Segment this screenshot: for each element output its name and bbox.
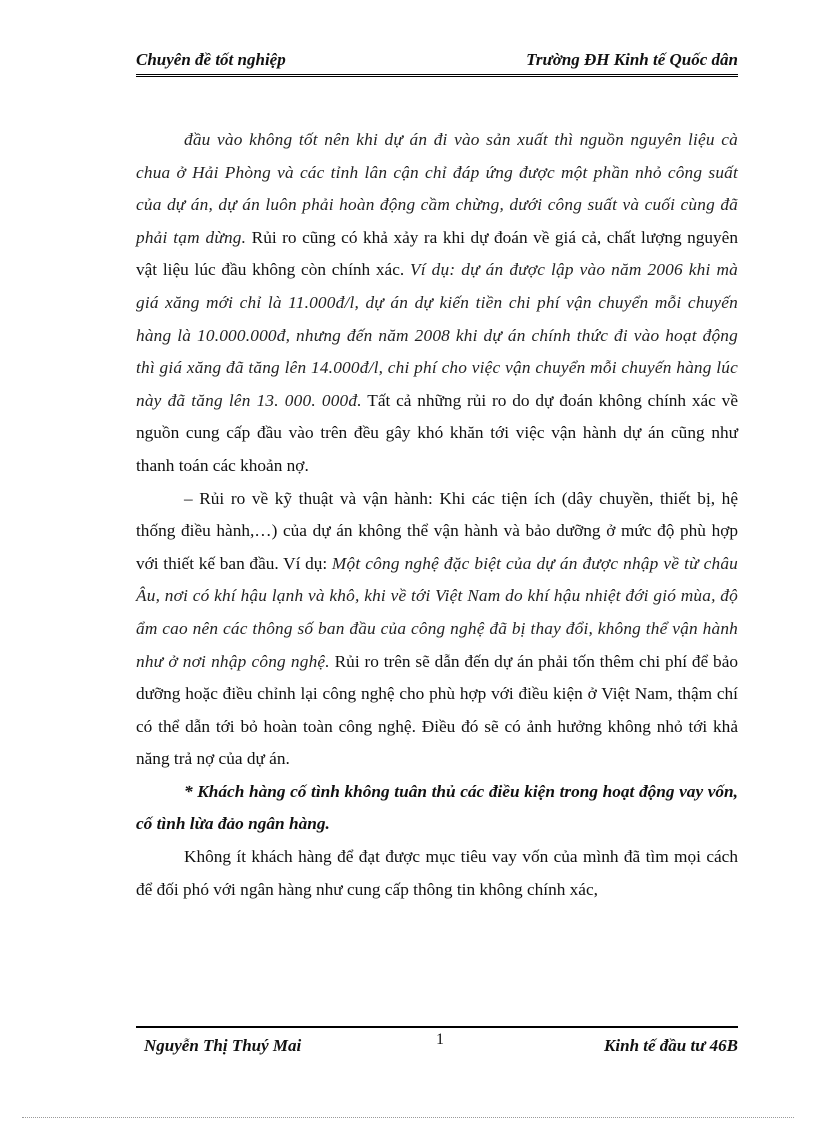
paragraph-italic-segment: đầu vào không tốt nên khi dự án đi vào sản xuất thì nguồn nguyên liệu cà chua ở Hải Phòng và các tỉnh lân cận chỉ đáp ứng được một phần nhỏ công suất của dự án, dự án luôn phải hoàn động cầm chừng, dưới công suất và cuối cùng đã phải tạm dừng. (136, 130, 738, 247)
paragraph-text-segment: – Rủi ro về kỹ thuật và vận hành: Khi các tiện ích (dây chuyền, thiết bị, hệ thống điều hành,…) của dự án không thể vận hành và bảo dưỡng ở mức độ phù hợp với thiết kế ban đầu. Ví dụ: (136, 488, 738, 573)
paragraph-text-segment: Rủi ro cũng có khả xảy ra khi dự đoán về giá cả, chất lượng nguyên vật liệu lúc đầu không còn chính xác. (136, 227, 738, 280)
page-number: 1 (436, 1031, 444, 1048)
header-right-title: Trường ĐH Kinh tế Quốc dân (526, 50, 738, 69)
header-left-title: Chuyên đề tốt nghiệp (136, 50, 286, 69)
paragraph-customer-fraud: Không ít khách hàng để đạt được mục tiêu vay vốn của mình đã tìm mọi cách để đối phó với ngân hàng như cung cấp thông tin không chính xác, (136, 847, 738, 899)
footer-class: Kinh tế đầu tư 46B (604, 1036, 738, 1055)
page-edge-divider (22, 1117, 794, 1118)
page-header (136, 48, 738, 77)
section-heading: * Khách hàng cố tình không tuân thủ các điều kiện trong hoạt động vay vốn, cố tình lừa đảo ngân hàng. (136, 781, 738, 834)
paragraph-text-segment: Tất cả những rủi ro do dự đoán không chính xác về nguồn cung cấp đầu vào trên đều gây khó khăn tới việc vận hành dự án cũng như thanh toán các khoản nợ. (136, 390, 738, 475)
footer-author: Nguyễn Thị Thuý Mai (144, 1036, 302, 1055)
example-italic-segment: Một công nghệ đặc biệt của dự án được nhập về từ châu Âu, nơi có khí hậu lạnh và khô, khi về tới Việt Nam do khí hậu nhiệt đới gió mùa, độ ẩm cao nên các thông số ban đầu của công nghệ đã bị thay đổi, không thể vận hành như ở nơi nhập công nghệ. (136, 553, 739, 671)
paragraph-technical-risk (136, 483, 738, 776)
paragraph-text-segment: Rủi ro trên sẽ dẫn đến dự án phải tốn thêm chi phí để bảo dưỡng hoặc điều chỉnh lại công nghệ cho phù hợp với điều kiện ở Việt Nam, thậm chí có thể dẫn tới bỏ hoàn toàn công nghệ. Điều đó sẽ có ảnh hưởng không nhỏ tới khả năng trả nợ của dự án. (136, 651, 739, 769)
page-footer (136, 1026, 738, 1064)
example-italic-segment: Ví dụ: dự án được lập vào năm 2006 khi mà giá xăng mới chỉ là 11.000đ/l, dự án dự kiến tiền chi phí vận chuyển mỗi chuyến hàng là 10.000.000đ, nhưng đến năm 2008 khi dự án chính thức đi vào hoạt động thì giá xăng đã tăng lên 14.000đ/l, chi phí cho việc vận chuyển mỗi chuyến hàng lúc này đã tăng lên 13. 000. 000đ. (136, 260, 738, 410)
document-body (136, 124, 738, 906)
paragraph-input-risk (136, 124, 738, 483)
